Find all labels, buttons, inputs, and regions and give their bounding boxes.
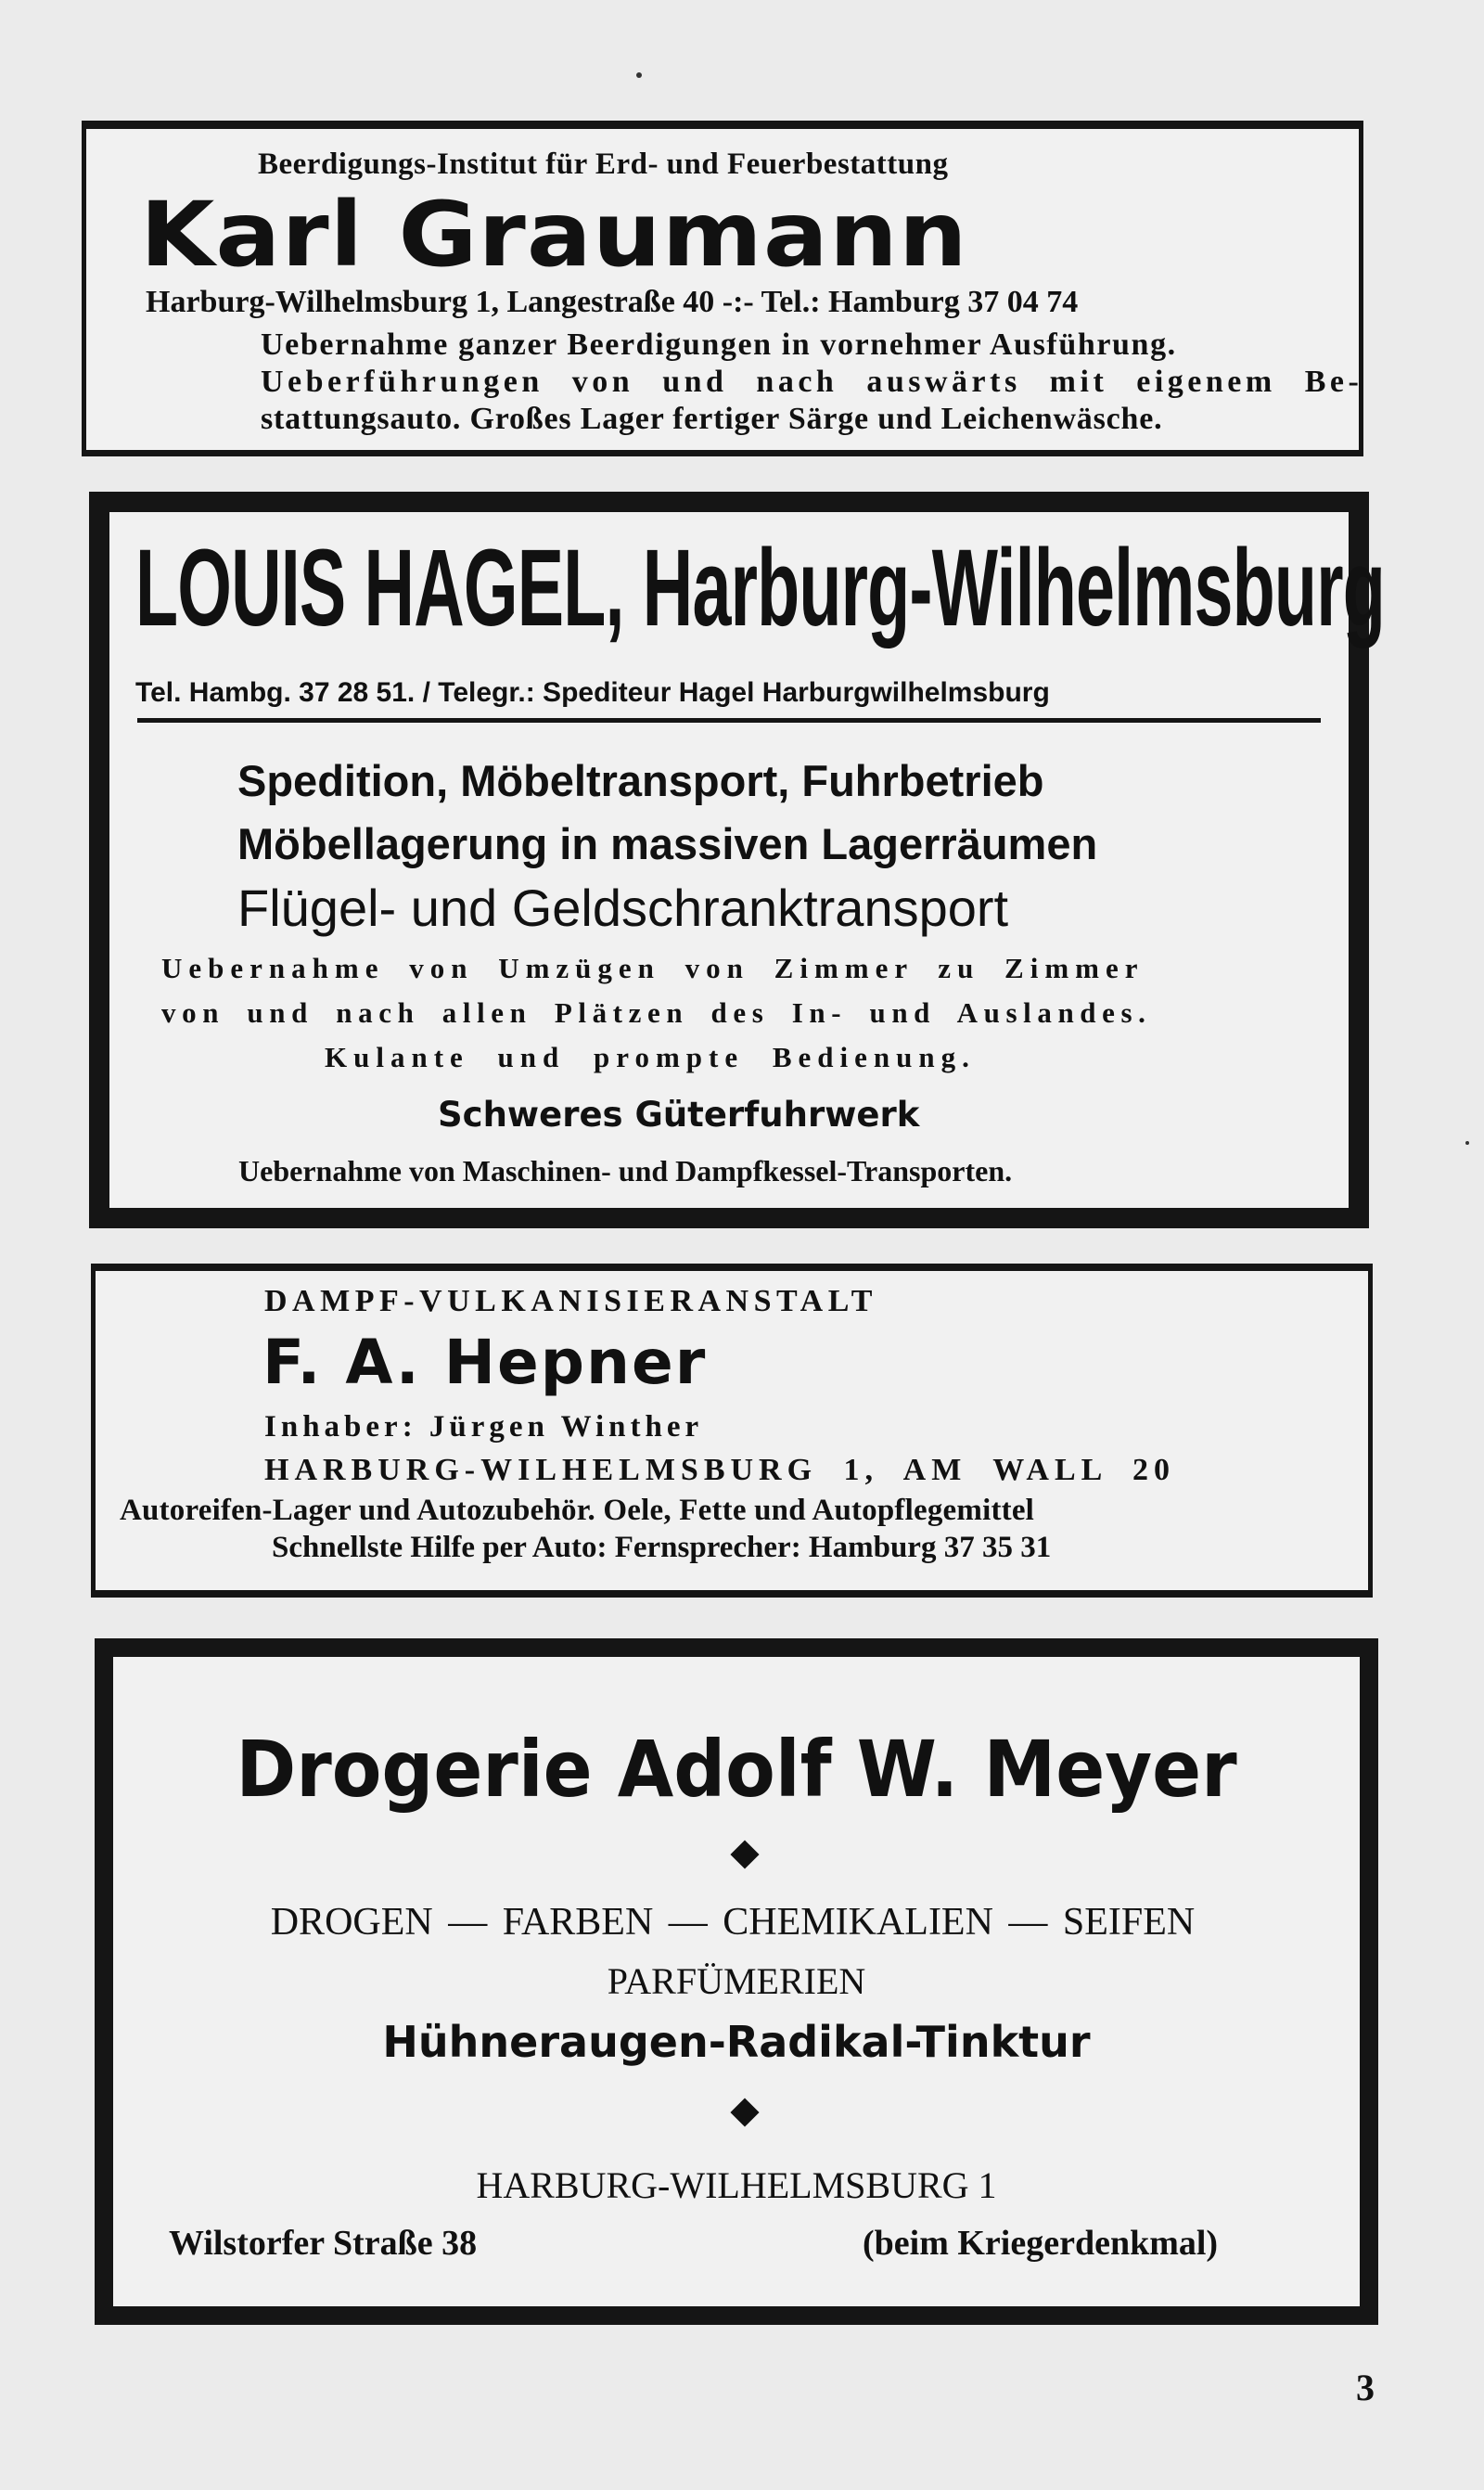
diamond-ornament-icon bbox=[730, 1840, 759, 1868]
ad4-products: DROGEN — FARBEN — CHEMIKALIEN — SEIFEN bbox=[270, 1901, 1196, 1944]
ad-louis-hagel bbox=[89, 492, 1386, 1228]
ad1-company-name: Karl Graumann bbox=[140, 183, 968, 287]
ad-fa-hepner bbox=[91, 1264, 1373, 1598]
ad4-landmark: (beim Kriegerdenkmal) bbox=[863, 2224, 1219, 2263]
ad3-line-1: Autoreifen-Lager und Autozubehör. Oele, Fette und Autopflegemittel bbox=[120, 1494, 1035, 1527]
ad3-header: DAMPF-VULKANISIERANSTALT bbox=[264, 1284, 877, 1318]
ad2-footer: Uebernahme von Maschinen- und Dampfkessel-Transporten. bbox=[238, 1154, 1013, 1187]
ad1-text-line-1: Uebernahme ganzer Beerdigungen in vornehmer Ausführung. bbox=[261, 327, 1177, 362]
ad2-service-2: Möbellagerung in massiven Lagerräumen bbox=[237, 819, 1098, 868]
ad3-address: HARBURG-WILHELMSBURG 1, AM WALL 20 bbox=[264, 1453, 1175, 1487]
ad-karl-graumann bbox=[82, 121, 1363, 456]
ad2-spaced-line-2: von und nach allen Plätzen des In- und Auslandes. bbox=[161, 996, 1152, 1029]
ad1-subtitle: Beerdigungs-Institut für Erd- und Feuerbestattung bbox=[258, 148, 949, 181]
ad2-headline: LOUIS HAGEL, Harburg-Wilhelmsburg bbox=[135, 528, 1386, 649]
ad2-heavy-freight: Schweres Güterfuhrwerk bbox=[438, 1095, 920, 1135]
ad4-street: Wilstorfer Straße 38 bbox=[169, 2224, 478, 2263]
ad1-text-line-2: Ueberführungen von und nach auswärts mit eigenem Be- bbox=[261, 365, 1363, 399]
diamond-ornament-icon bbox=[730, 2098, 759, 2126]
ad-drogerie-meyer bbox=[95, 1638, 1378, 2325]
ad4-perfume: PARFÜMERIEN bbox=[607, 1960, 866, 2002]
ad4-special-product: Hühneraugen-Radikal-Tinktur bbox=[382, 2017, 1091, 2067]
ad2-service-3: Flügel- und Geldschranktransport bbox=[237, 879, 1009, 937]
ad3-owner: Inhaber: Jürgen Winther bbox=[264, 1410, 704, 1444]
ad2-divider bbox=[137, 718, 1321, 723]
ad3-line-2: Schnellste Hilfe per Auto: Fernsprecher: Hamburg 37 35 31 bbox=[272, 1531, 1052, 1564]
scan-speck bbox=[636, 72, 642, 78]
ad1-text-line-3: stattungsauto. Großes Lager fertiger Särge und Leichenwäsche. bbox=[261, 402, 1163, 436]
ad2-spaced-line-1: Uebernahme von Umzügen von Zimmer zu Zimmer bbox=[161, 952, 1145, 984]
scan-speck bbox=[1465, 1141, 1469, 1145]
ad2-contact: Tel. Hambg. 37 28 51. / Telegr.: Spediteur Hagel Harburgwilhelmsburg bbox=[135, 677, 1050, 708]
ad4-company-name: Drogerie Adolf W. Meyer bbox=[236, 1724, 1237, 1815]
ad2-service-1: Spedition, Möbeltransport, Fuhrbetrieb bbox=[237, 756, 1044, 805]
page-number: 3 bbox=[1356, 2367, 1375, 2408]
ad4-city: HARBURG-WILHELMSBURG 1 bbox=[476, 2164, 997, 2206]
ad2-spaced-line-3: Kulante und prompte Bedienung. bbox=[325, 1041, 976, 1073]
ad1-address: Harburg-Wilhelmsburg 1, Langestraße 40 -:- Tel.: Hamburg 37 04 74 bbox=[146, 285, 1079, 319]
ad3-company-name: F. A. Hepner bbox=[262, 1327, 708, 1398]
